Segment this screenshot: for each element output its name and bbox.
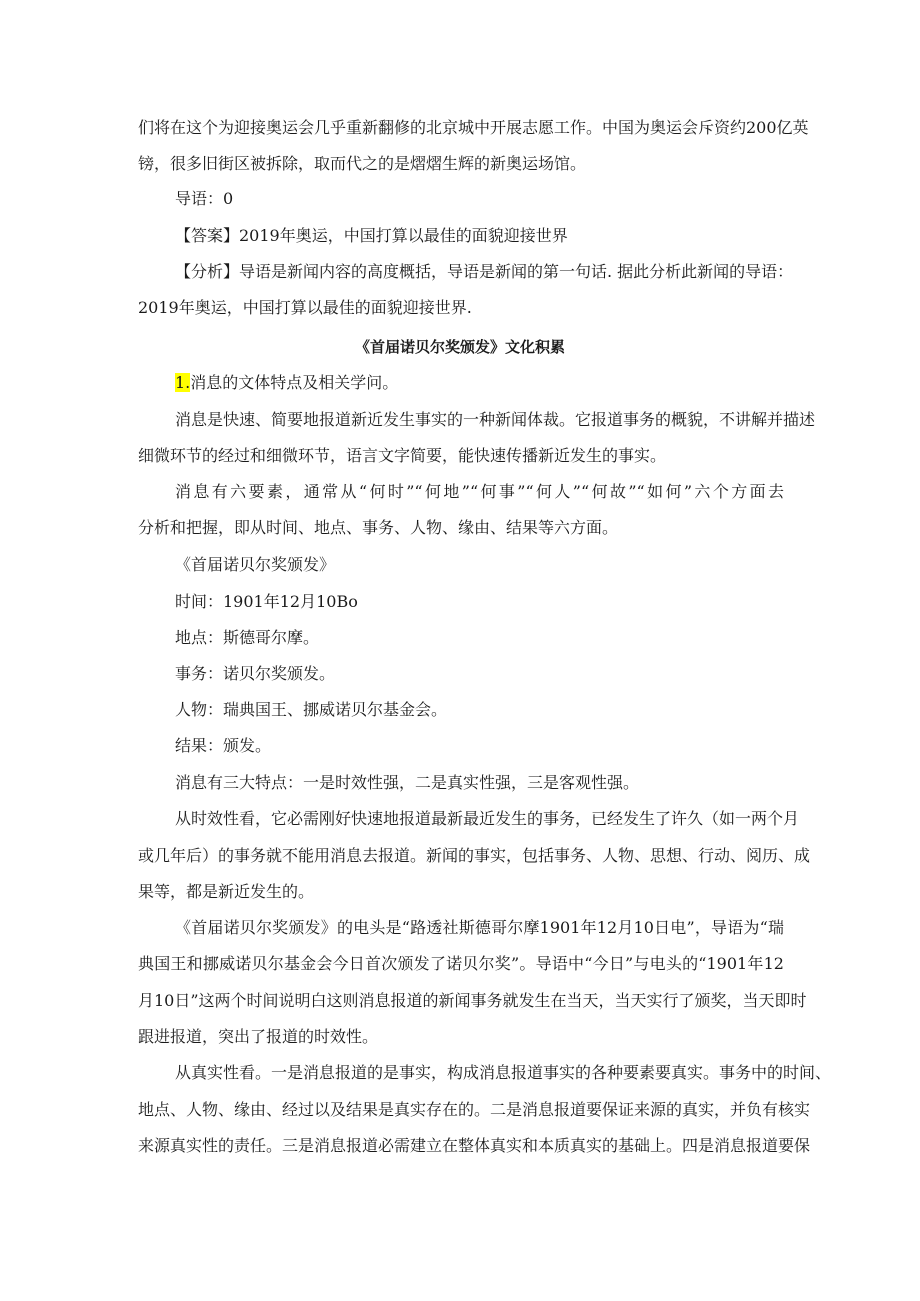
paragraph-line: 来源真实性的责任。三是消息报道必需建立在整体真实和本质真实的基础上。四是消息报道要保: [138, 1136, 811, 1155]
paragraph-line: 月10日”这两个时间说明白这则消息报道的新闻事务就发生在当天，当天实行了颁奖，当天即时: [138, 991, 807, 1010]
element-people: 人物：瑞典国王、挪威诺贝尔基金会。: [175, 700, 448, 719]
paragraph-line: 地点、人物、缘由、经过以及结果是真实存在的。二是消息报道要保证来源的真实，并负有核实: [138, 1100, 811, 1119]
paragraph-line: 果等，都是新近发生的。: [138, 882, 315, 901]
element-result: 结果：颁发。: [175, 736, 272, 755]
paragraph-line: 从时效性看，它必需刚好快速地报道最新最近发生的事务，已经发生了许久（如一两个月: [175, 809, 800, 828]
element-event: 事务：诺贝尔奖颁发。: [175, 664, 336, 683]
paragraph-line: 跟进报道，突出了报道的时效性。: [138, 1027, 379, 1046]
paragraph-line: 消息是快速、简要地报道新近发生事实的一种新闻体裁。它报道事务的概貌，不讲解并描述: [175, 410, 816, 429]
paragraph-line: 分析和把握，即从时间、地点、事务、人物、缘由、结果等六方面。: [138, 518, 619, 537]
paragraph-line: 们将在这个为迎接奥运会几乎重新翻修的北京城中开展志愿工作。中国为奥运会斥资约200亿英: [138, 118, 809, 137]
heading-text: 消息的文体特点及相关学问。: [190, 373, 399, 392]
paragraph-line: 或几年后）的事务就不能用消息去报道。新闻的事实，包括事务、人物、思想、行动、阅历、成: [138, 846, 811, 865]
paragraph-line: 消息有六要素，通常从“何时”“何地”“何事”“何人”“何故”“如何”六个方面去: [175, 482, 784, 501]
paragraph-line: 典国王和挪威诺贝尔基金会今日首次颁发了诺贝尔奖”。导语中“今日”与电头的“1901年12: [138, 954, 784, 973]
paragraph-line: 《首届诺贝尔奖颁发》的电头是“路透社斯德哥尔摩1901年12月10日电”，导语为“瑞: [175, 918, 784, 937]
numbered-heading: [175, 373, 398, 393]
paragraph-line: 导语：0: [175, 189, 234, 208]
answer-line: 【答案】2019年奥运，中国打算以最佳的面貌迎接世界: [175, 226, 568, 245]
paragraph-line: 消息有三大特点：一是时效性强，二是真实性强，三是客观性强。: [175, 773, 640, 792]
paragraph-line: 《首届诺贝尔奖颁发》: [175, 555, 336, 574]
element-time: 时间：1901年12月10Bo: [175, 592, 358, 611]
highlighted-number: 1.: [175, 373, 191, 392]
section-title: 《首届诺贝尔奖颁发》文化积累: [354, 338, 565, 356]
paragraph-line: 从真实性看。一是消息报道的是事实，构成消息报道事实的各种要素要真实。事务中的时间、: [175, 1063, 832, 1082]
analysis-line: 【分析】导语是新闻内容的高度概括，导语是新闻的第一句话. 据此分析此新闻的导语：: [175, 262, 794, 281]
element-place: 地点：斯德哥尔摩。: [175, 628, 320, 647]
paragraph-line: 细微环节的经过和细微环节，语言文字简要，能快速传播新近发生的事实。: [138, 446, 667, 465]
paragraph-line: 镑，很多旧街区被拆除，取而代之的是熠熠生辉的新奥运场馆。: [138, 154, 587, 173]
paragraph-line: 2019年奥运，中国打算以最佳的面貌迎接世界.: [138, 298, 472, 317]
